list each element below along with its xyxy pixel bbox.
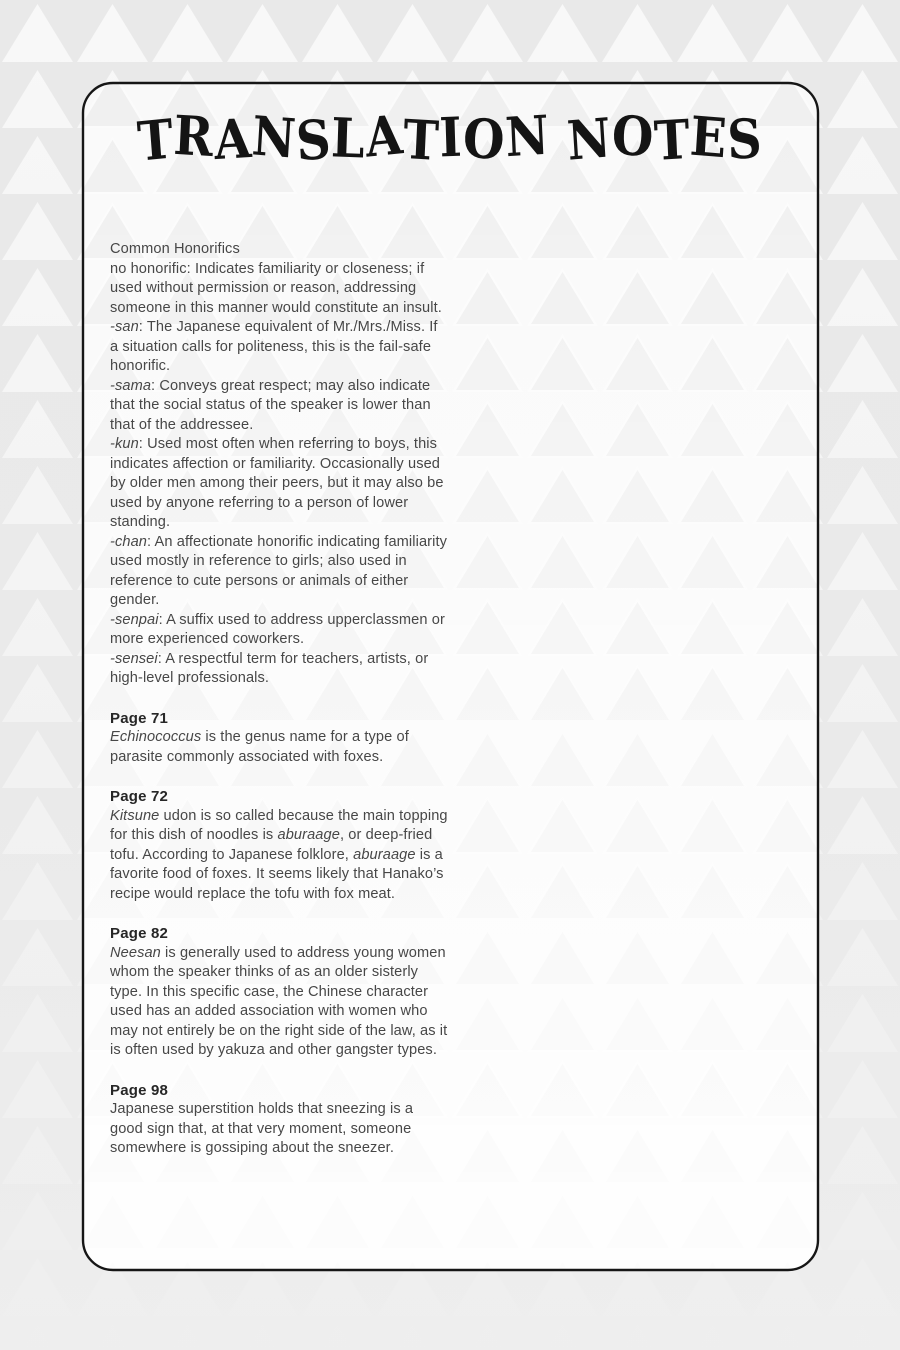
section-body (110, 807, 448, 905)
note-section (110, 240, 448, 689)
paragraph: -sensei: A respectful term for teachers, artists, or high-level professionals. (110, 650, 429, 686)
paragraph: -kun: Used most often when referring to boys, this indicates affection or familiarity. Occasionally used by older men among their peers, but it may also be used by anyone referring to a person of lower standing. (110, 436, 444, 530)
section-body (110, 944, 448, 1061)
frame-content (82, 83, 818, 1270)
paragraph: Echinococcus is the genus name for a type of parasite commonly associated with foxes. (110, 729, 409, 765)
section-body (110, 260, 448, 689)
notes (110, 240, 448, 1159)
section-heading: Common Honorifics (110, 241, 240, 257)
section-heading: Page 71 (110, 709, 169, 727)
page-title: TRANSLATION NOTES (135, 102, 764, 174)
paragraph: Japanese superstition holds that sneezing is a good sign that, at that very moment, someone somewhere is gossiping about the sneezer. (110, 1101, 414, 1156)
section-body (110, 728, 448, 767)
paragraph: no honorific: Indicates familiarity or closeness; if used without permission or reason, addressing someone in this manner would constitute an insult. (110, 260, 442, 316)
note-section (110, 787, 448, 904)
note-section (110, 924, 448, 1061)
section-heading: Page 82 (110, 925, 169, 942)
paragraph: -sama: Conveys great respect; may also indicate that the social status of the speaker is lower than that of the addressee. (110, 377, 431, 433)
note-section (110, 1081, 448, 1159)
paragraph: Kitsune udon is so called because the main topping for this dish of noodles is aburaage, or deep-fried tofu. According to Japanese folklore, aburaage is a favorite food of foxes. It seems likely that Hanako’s recipe would replace the tofu with fox meat. (110, 807, 448, 902)
section-heading: Page 98 (110, 1081, 169, 1099)
paragraph: -chan: An affectionate honorific indicating familiarity used mostly in reference to girls; also used in reference to cute persons or animals of either gender. (110, 533, 448, 608)
section-heading: Page 72 (110, 788, 169, 805)
paragraph: Neesan is generally used to address young women whom the speaker thinks of as an older sisterly type. In this specific case, the Chinese character used has an added association with women who may not entirely be on the right side of the law, as it is often used by yakuza and other gangster types. (110, 944, 448, 1058)
section-body (110, 1100, 448, 1159)
paragraph: -senpai: A suffix used to address upperclassmen or more experienced coworkers. (110, 611, 445, 647)
paragraph: -san: The Japanese equivalent of Mr./Mrs./Miss. If a situation calls for politeness, this is the fail-safe honorific. (110, 319, 438, 374)
note-section (110, 709, 448, 768)
